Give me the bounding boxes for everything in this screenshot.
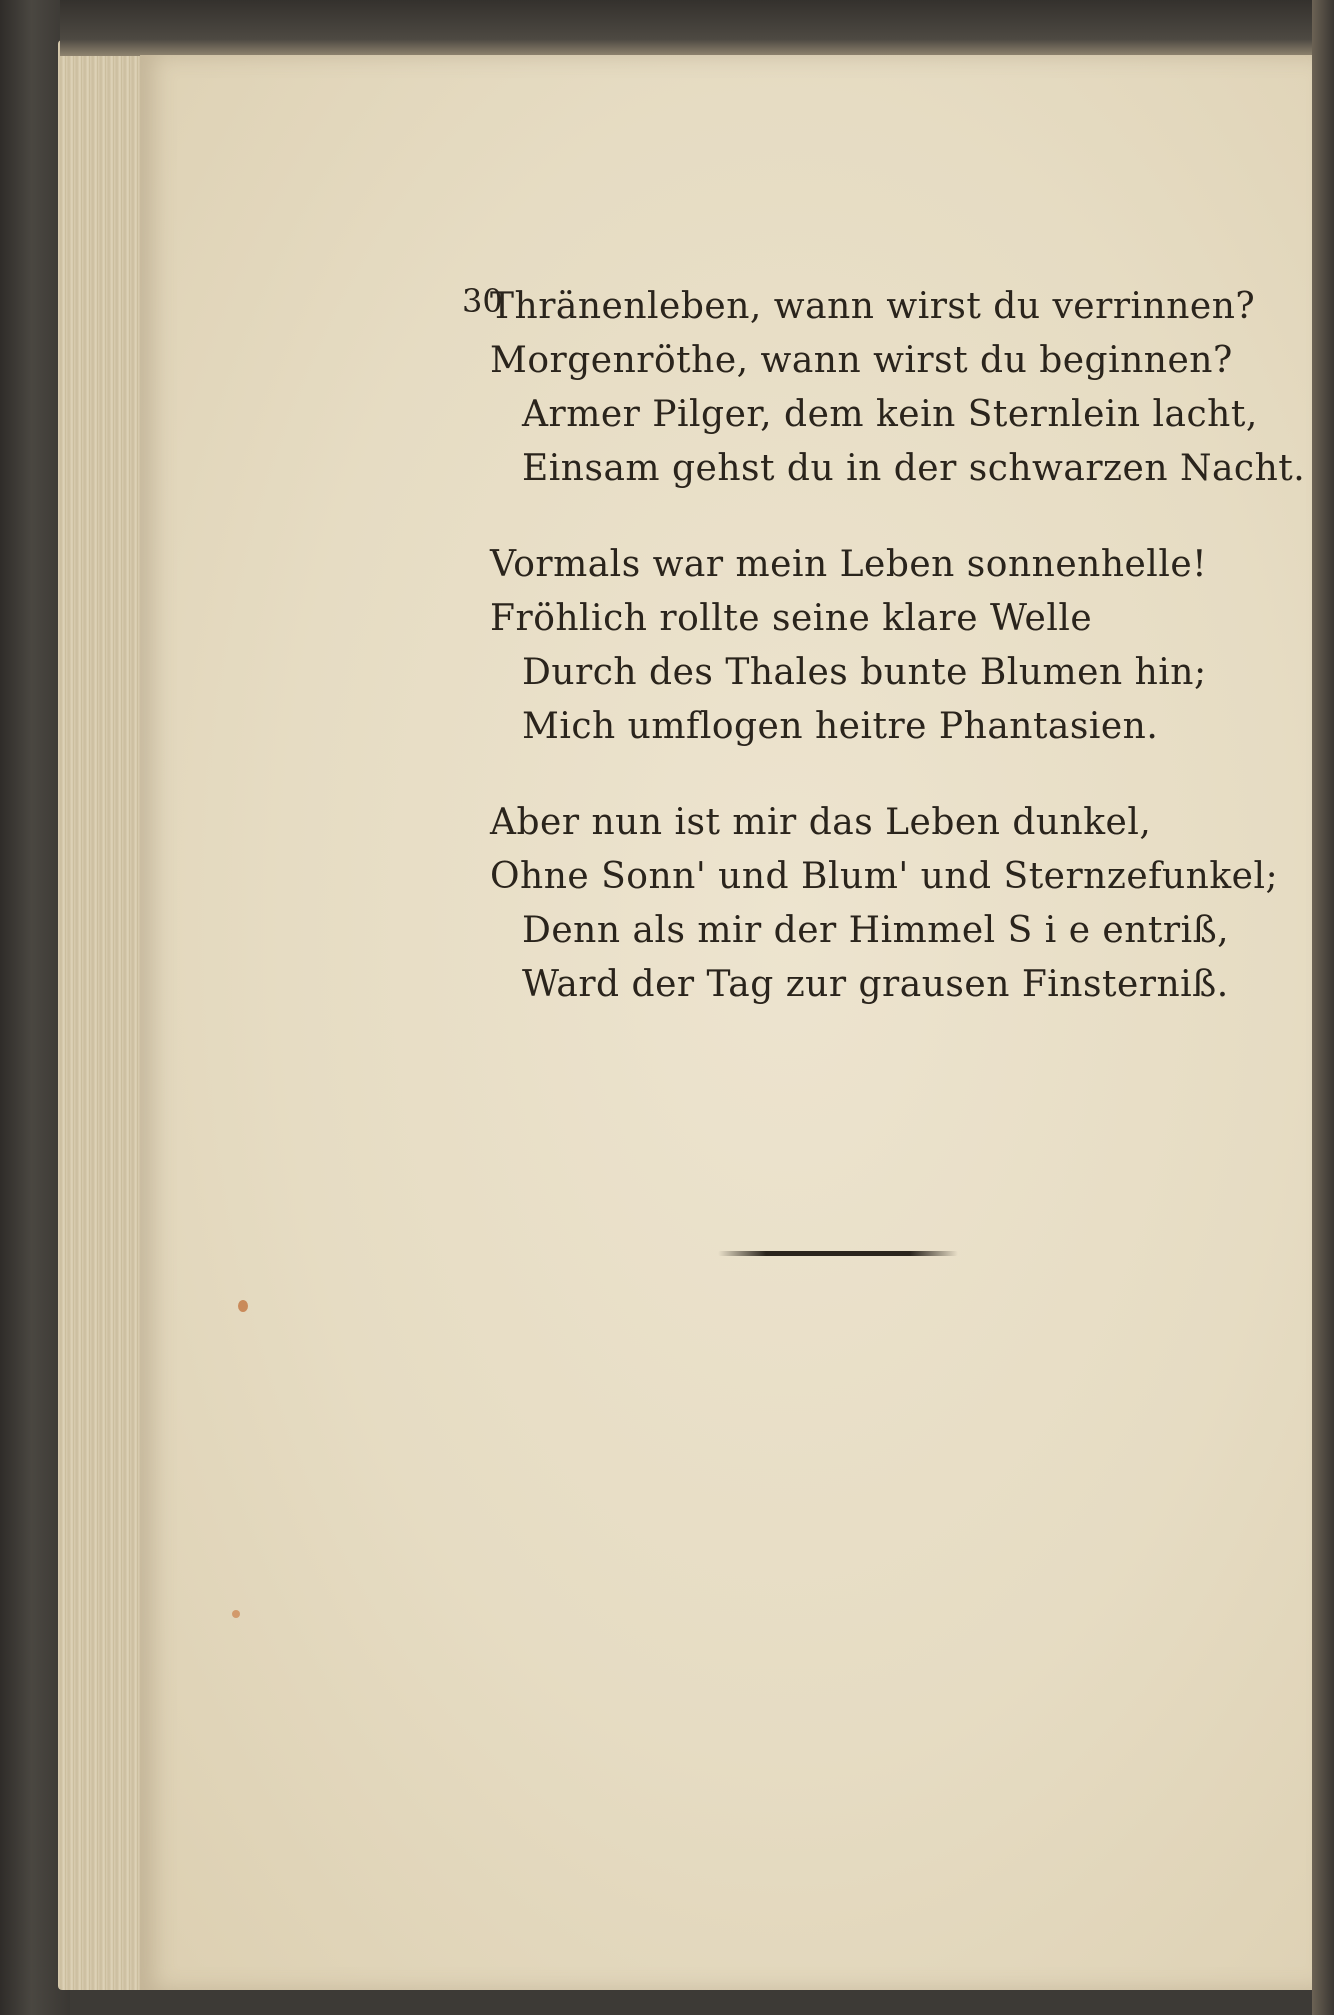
book-cover-right	[1312, 0, 1334, 2015]
book-top-edge	[60, 0, 1334, 56]
poem	[490, 280, 1306, 1054]
poem-line: Ward der Tag zur grausen Finsterniß.	[522, 964, 1229, 1005]
stanza-2	[490, 538, 1210, 754]
poem-line: Thränenleben, wann wirst du verrinnen?	[490, 286, 1256, 327]
poem-line: Vormals war mein Leben sonnenhelle!	[490, 544, 1208, 585]
poem-line: Denn als mir der Himmel S i e entriß,	[522, 910, 1230, 951]
poem-line: Mich umflogen heitre Phantasien.	[522, 706, 1159, 747]
page-number: 30	[462, 282, 503, 320]
stanza-1	[490, 280, 1306, 496]
paper-stain	[232, 1610, 240, 1618]
poem-line: Fröhlich rollte seine klare Welle	[490, 598, 1093, 639]
section-divider-rule	[718, 1251, 958, 1256]
poem-line: Morgenröthe, wann wirst du beginnen?	[490, 340, 1233, 381]
poem-line: Ohne Sonn' und Blum' und Sternzefunkel;	[490, 856, 1279, 897]
paper-stain	[238, 1300, 248, 1312]
poem-line: Armer Pilger, dem kein Sternlein lacht,	[522, 394, 1258, 435]
poem-line: Durch des Thales bunte Blumen hin;	[522, 652, 1207, 693]
poem-line: Einsam gehst du in der schwarzen Nacht.	[522, 448, 1306, 489]
poem-line: Aber nun ist mir das Leben dunkel,	[490, 802, 1152, 843]
stanza-3	[490, 796, 1279, 1012]
